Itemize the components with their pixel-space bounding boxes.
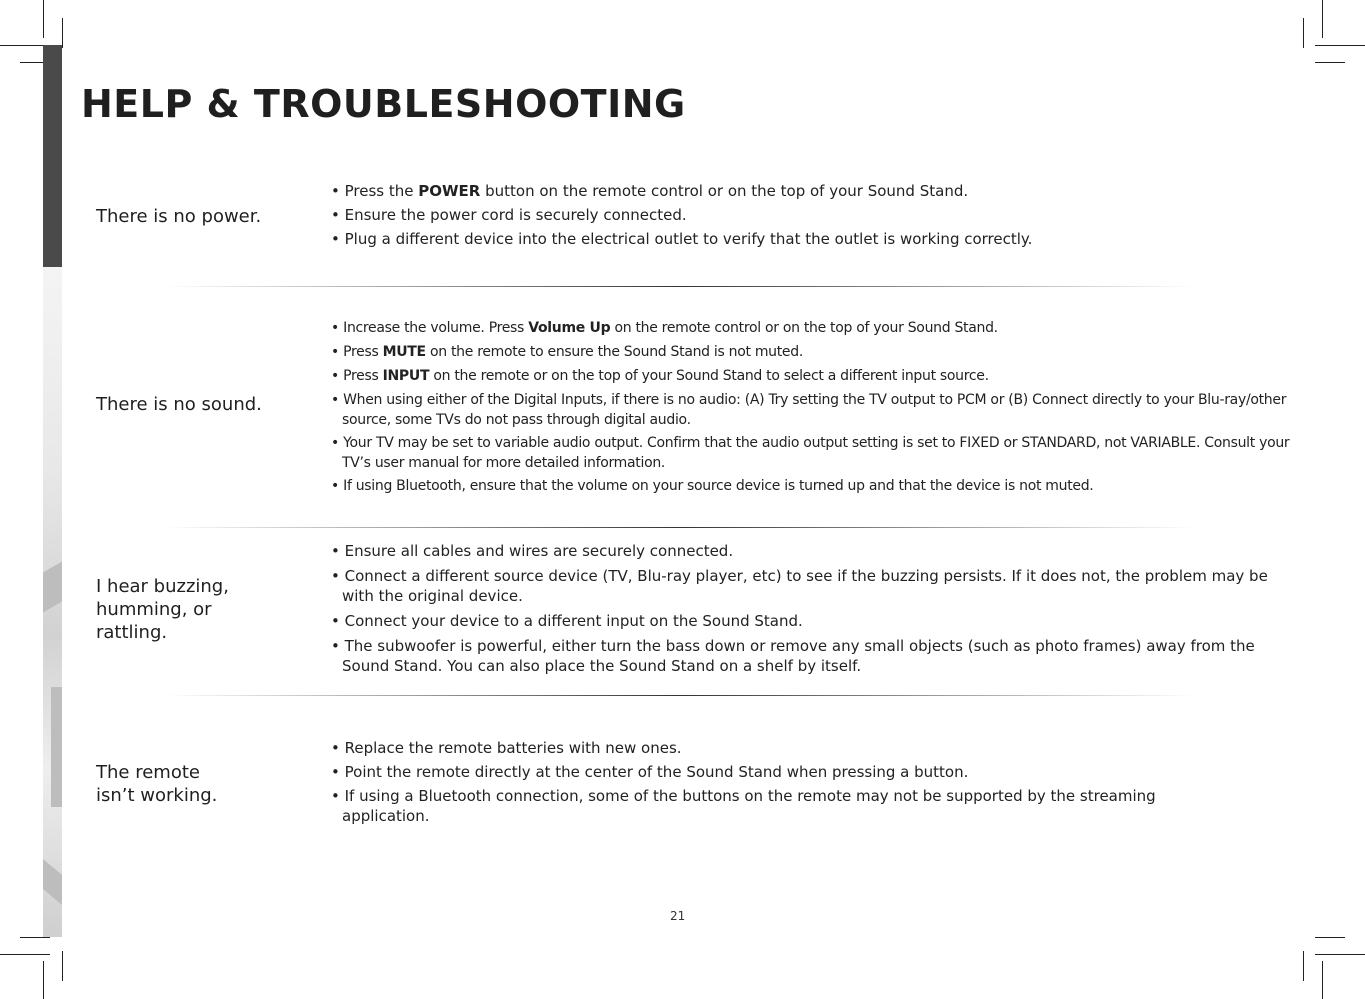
solution-item: • The subwoofer is powerful, either turn the bass down or remove any small objects (such as photo frames) away from the Sound Stand. You can also place the Sound Stand on a shelf by itself. <box>325 636 1300 676</box>
crop-mark <box>1315 954 1365 955</box>
solution-item: • Ensure the power cord is securely connected. <box>325 205 1300 225</box>
solution-item: • If using Bluetooth, ensure that the volume on your source device is turned up and that the device is not muted. <box>325 476 1300 496</box>
section-divider <box>165 286 1195 287</box>
solution-list-no-power <box>325 181 1300 249</box>
crop-mark <box>1315 937 1345 938</box>
solution-item: • When using either of the Digital Inputs, if there is no audio: (A) Try setting the TV output to PCM or (B) Connect directly to your Blu-ray/other source, some TVs do not pass through digital audio. <box>325 390 1300 430</box>
section-tab <box>43 45 62 267</box>
issue-no-power: There is no power. <box>96 206 262 227</box>
crop-mark <box>0 954 50 955</box>
issue-no-sound: There is no sound. <box>96 394 262 415</box>
crop-mark <box>62 951 63 981</box>
crop-mark <box>43 0 44 38</box>
section-tab-image <box>43 267 62 937</box>
crop-mark <box>1322 0 1323 38</box>
crop-mark <box>1315 62 1345 63</box>
solution-item: • Plug a different device into the electrical outlet to verify that the outlet is working correctly. <box>325 229 1300 249</box>
crop-mark <box>20 937 50 938</box>
solution-item: • Replace the remote batteries with new ones. <box>325 738 1300 758</box>
solution-item: • Connect a different source device (TV, Blu-ray player, etc) to see if the buzzing persists. If it does not, the problem may be with the original device. <box>325 566 1300 606</box>
crop-mark <box>62 18 63 48</box>
solution-list-no-sound <box>325 318 1300 496</box>
page-number: 21 <box>670 909 686 923</box>
solution-item: • Increase the volume. Press Volume Up on the remote control or on the top of your Sound Stand. <box>325 318 1300 338</box>
issue-remote: The remote isn’t working. <box>96 762 218 806</box>
solution-item: • Press the POWER button on the remote control or on the top of your Sound Stand. <box>325 181 1300 201</box>
crop-mark <box>1303 951 1304 981</box>
solution-item: • Your TV may be set to variable audio output. Confirm that the audio output setting is set to FIXED or STANDARD, not VARIABLE. Consult your TV’s user manual for more detailed information. <box>325 433 1300 473</box>
solution-item: • If using a Bluetooth connection, some of the buttons on the remote may not be supported by the streaming application. <box>325 786 1300 826</box>
crop-mark <box>1315 45 1365 46</box>
solution-item: • Ensure all cables and wires are securely connected. <box>325 541 1300 561</box>
section-divider <box>165 527 1195 528</box>
solution-list-buzzing <box>325 541 1300 676</box>
section-divider <box>165 695 1195 696</box>
crop-mark <box>1322 961 1323 999</box>
crop-mark <box>43 961 44 999</box>
solution-item: • Connect your device to a different input on the Sound Stand. <box>325 611 1300 631</box>
solution-item: • Press MUTE on the remote to ensure the Sound Stand is not muted. <box>325 342 1300 362</box>
page-title: HELP & TROUBLESHOOTING <box>81 82 686 126</box>
solution-item: • Press INPUT on the remote or on the top of your Sound Stand to select a different input source. <box>325 366 1300 386</box>
solution-list-remote <box>325 738 1300 826</box>
issue-buzzing: I hear buzzing, humming, or rattling. <box>96 576 229 643</box>
solution-item: • Point the remote directly at the center of the Sound Stand when pressing a button. <box>325 762 1300 782</box>
crop-mark <box>1303 18 1304 48</box>
